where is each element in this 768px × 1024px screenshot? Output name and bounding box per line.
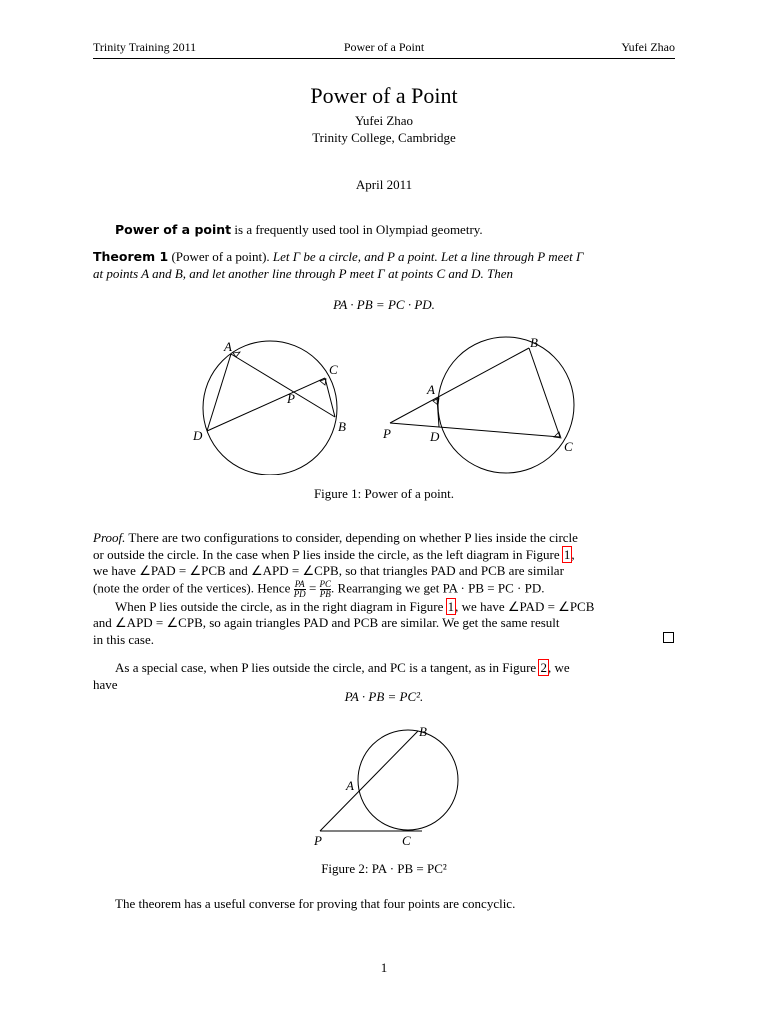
proof-paragraph: Proof. There are two configurations to consider, depending on whether P lies inside the circle or outside the circle. In the case when P lies inside the circle, as the left diagram in Figure 1, we have ∠PAD = ∠PCB and ∠APD = ∠CPB, so that triangles PAD and PCB are similar (note the order of the vertices). Hence $\frac{PA}{PD}$ = $\frac{PC}{PB}$ . Rearranging we get PA · PB = PC · PD. When P lies outside the circle, as in the right diagram in Figure 1, we have ∠PAD = ∠PCB and ∠APD = ∠CPB, so again triangles PAD and PCB are similar. We get the same result in this case. xyxy=(93,530,675,648)
header-center: Power of a Point xyxy=(343,40,425,54)
author: Yufei Zhao xyxy=(354,113,414,128)
figure-2-ref[interactable]: 2 xyxy=(540,660,547,675)
theorem-statement-1: Let Γ be a circle, and P a point. Let a line through P meet Γ xyxy=(272,249,584,264)
fig2-label-B: B xyxy=(419,724,427,739)
fig1r-label-D: D xyxy=(430,429,440,444)
right-circle xyxy=(438,337,574,473)
proof-line-1: There are two configurations to consider, depending on whether P lies inside the circle xyxy=(125,530,578,545)
intro-rest: is a frequently used tool in Olympiad geometry. xyxy=(231,222,483,237)
special-line-2: have xyxy=(93,676,118,692)
page-title: Power of a Point xyxy=(310,83,458,108)
special-line-1b: , we xyxy=(547,660,570,675)
proof-line-5b: , we have ∠PAD = ∠PCB xyxy=(455,598,595,614)
header-left: Trinity Training 2011 xyxy=(93,40,197,54)
special-line-1a: As a special case, when P lies outside the circle, and PC is a tangent, as in Figure xyxy=(115,660,540,675)
proof-lead: Proof. xyxy=(93,530,126,545)
fig1r-label-A: A xyxy=(427,382,435,397)
proof-line-7: in this case. xyxy=(93,631,155,647)
theorem-label: Theorem 1 xyxy=(93,249,169,264)
fig1-label-D: D xyxy=(193,428,203,443)
fig2-label-C: C xyxy=(402,833,411,848)
fig1-label-A: A xyxy=(224,339,232,354)
proof-line-5a: When P lies outside the circle, as in the right diagram in Figure xyxy=(115,598,447,614)
header-right: Yufei Zhao xyxy=(621,40,675,54)
figure-1-caption: Figure 1: Power of a point. xyxy=(313,486,455,501)
fig1r-label-B: B xyxy=(530,335,538,350)
special-equation: PA · PB = PC². xyxy=(344,689,424,704)
figure-1-ref-2[interactable]: 1 xyxy=(447,598,455,614)
closing-paragraph: The theorem has a useful converse for proving that four points are concyclic. xyxy=(115,896,516,911)
fig2-label-A: A xyxy=(346,778,354,793)
theorem-statement-2: at points A and B, and let another line through P meet Γ at points C and D. Then xyxy=(93,265,514,281)
fig1r-label-P: P xyxy=(383,426,391,441)
figure-1-ref[interactable]: 1 xyxy=(563,546,571,562)
intro-paragraph xyxy=(93,222,675,239)
theorem-name: (Power of a point). xyxy=(171,249,270,264)
date: April 2011 xyxy=(355,177,413,192)
figure-1 xyxy=(180,335,600,475)
affiliation: Trinity College, Cambridge xyxy=(312,130,456,145)
fig2-label-P: P xyxy=(314,833,322,848)
left-circle xyxy=(203,341,337,475)
fig1-label-B: B xyxy=(338,419,346,434)
fig1r-label-C: C xyxy=(564,439,573,454)
proof-line-6: and ∠APD = ∠CPB, so again triangles PAD and PCB are similar. We get the same result xyxy=(93,615,560,630)
fig1-label-C: C xyxy=(329,362,338,377)
proof-line-3: we have ∠PAD = ∠PCB and ∠APD = ∠CPB, so that triangles PAD and PCB are similar xyxy=(93,563,564,578)
theorem-equation: PA · PB = PC · PD. xyxy=(333,297,435,312)
proof-line-4a: (note the order of the vertices). Hence xyxy=(93,579,294,595)
running-header xyxy=(93,40,675,59)
proof-line-2: or outside the circle. In the case when P lies inside the circle, as the left diagram in Figure xyxy=(93,546,563,562)
figure-2-circle xyxy=(358,730,458,830)
fraction-pc-pb: $\frac{PC}{PB}$ xyxy=(319,578,332,599)
proof-line-4b: . Rearranging we get PA · PB = PC · PD. xyxy=(331,579,545,595)
figure-2-caption: Figure 2: PA · PB = PC² xyxy=(321,861,447,876)
figure-2 xyxy=(300,722,470,852)
intro-bold: Power of a point xyxy=(115,222,232,237)
theorem-block xyxy=(93,249,675,282)
fraction-pa-pd: $\frac{PA}{PD}$ xyxy=(293,578,306,599)
page-number: 1 xyxy=(380,960,388,975)
fig1-label-P: P xyxy=(287,391,295,406)
qed-symbol xyxy=(663,632,674,643)
